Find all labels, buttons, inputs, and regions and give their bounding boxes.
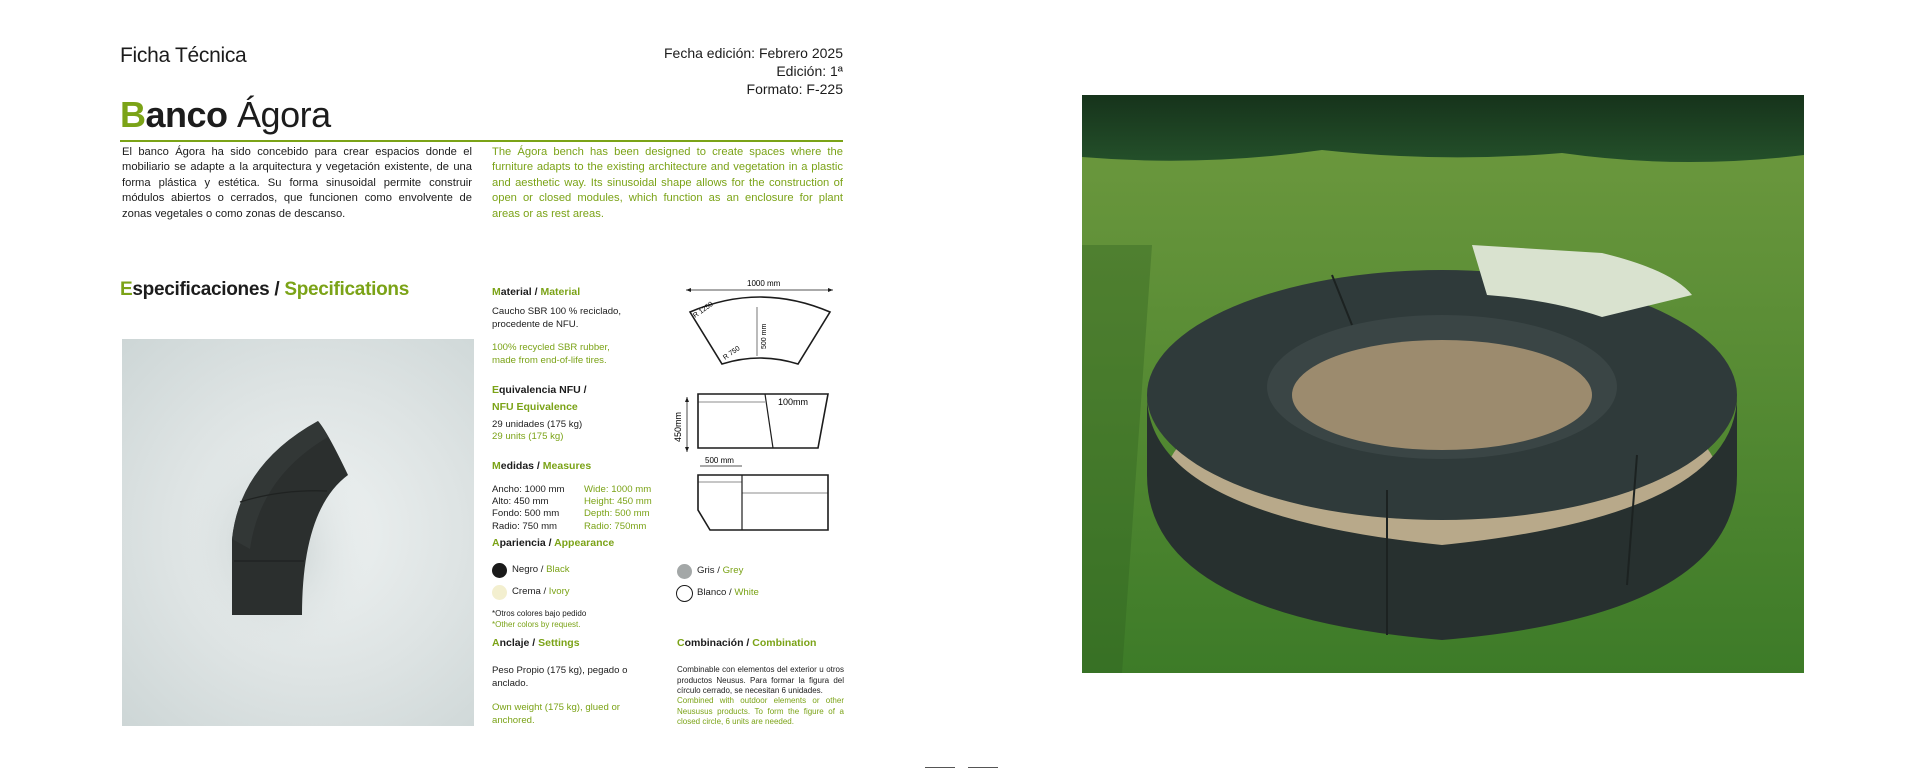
settings-es: Peso Propio (175 kg), pegado o anclado. [492,665,628,689]
colors-note-es: *Otros colores bajo pedido [492,609,587,618]
swatch-white [676,585,693,602]
specs-heading [120,279,409,301]
dim-r-inner: R 750 [722,345,742,362]
title-rule [120,140,843,142]
measure-radius-es: Radio: 750 mm [492,520,558,532]
combination-heading [677,637,816,649]
measure-radius-en: Radio: 750mm [584,520,647,532]
dim-top-thickness: 100mm [778,397,809,407]
material-heading-es: aterial / [500,286,541,298]
specs-first-letter: E [120,279,133,300]
combination-es: Combinable con elementos del exterior u otros productos Neusus. Para formar la figura del círculo cerrado, se necesitan 6 unidades. [677,665,844,695]
title-bold: anco [145,94,228,135]
measures-en [584,484,652,533]
material-en-line2: made from end-of-life tires. [492,354,607,366]
dim-depth: 500 mm [761,323,768,349]
color-ivory-label [512,586,570,599]
nfu-first-letter: E [492,384,500,396]
color-grey-en: Grey [722,565,744,576]
appearance-first-letter: A [492,537,500,549]
measures-heading-en: Measures [542,460,592,472]
combination-first-letter: C [677,637,685,649]
swatch-ivory [492,585,507,600]
edition-meta [664,44,843,98]
measure-width-en: Wide: 1000 mm [584,484,652,495]
bench-render-illustration [122,339,474,726]
colors-note [492,609,586,630]
nfu-heading-en: NFU Equivalence [492,401,578,413]
material-es [492,306,621,331]
swatch-black [492,563,507,578]
appearance-heading [492,537,614,549]
color-grey-label [697,565,743,578]
color-ivory-en: Ivory [548,586,570,597]
color-white-label [697,587,759,600]
installation-photo [1082,95,1804,673]
color-black-en: Black [546,564,570,575]
measure-height-es: Alto: 450 mm [492,496,549,508]
material-es-line1: Caucho SBR 100 % reciclado, [492,306,622,317]
dim-side-depth: 500 mm [705,456,734,465]
settings-heading-es: nclaje / [499,637,539,649]
specs-en: Specifications [284,279,409,300]
side-view-outline [698,475,828,530]
measure-height-en: Height: 450 mm [584,496,652,508]
measures-first-letter: M [492,460,501,472]
colors-note-en: *Other colors by request. [492,619,581,629]
nfu-en: 29 units (175 kg) [492,431,564,442]
combination-heading-en: Combination [752,637,817,649]
product-render [122,339,474,726]
color-grey-es: Gris / [697,565,723,576]
intro-en: The Ágora bench has been designed to create spaces where the furniture adapts to the existing architecture and vegetation in a plastic and aesthetic way. Its sinusoidal shape allows for the construction of open or closed modules, which function as an enclosure for plant areas or as rest areas. [492,146,843,220]
appearance-heading-en: Appearance [554,537,615,549]
color-white-en: White [734,587,759,598]
material-heading [492,286,580,298]
color-ivory-es: Crema / [512,586,549,597]
product-title [120,94,331,136]
measure-width-es: Ancho: 1000 mm [492,484,565,495]
dim-r-outer: R 1250 [692,300,715,320]
material-en-line1: 100% recycled SBR rubber, [492,342,610,353]
dim-height: 450mm [673,411,683,442]
settings-en: Own weight (175 kg), glued or anchored. [492,702,620,726]
appearance-heading-es: pariencia / [499,537,555,549]
combination-en: Combined with outdoor elements or other Neususus products. To form the figure of a closed circle, 6 units are needed. [677,696,844,726]
edition-number: Edición: 1ª [776,63,843,79]
settings-heading [492,637,580,649]
edition-date: Fecha edición: Febrero 2025 [664,45,843,61]
material-es-line2: procedente de NFU. [492,318,579,330]
material-first-letter: M [492,286,501,298]
document-type: Ficha Técnica [120,44,247,67]
combination-heading-es: ombinación / [684,637,753,649]
edition-format: Formato: F-225 [746,81,843,97]
measures-heading-es: edidas / [500,460,543,472]
color-black-es: Negro / [512,564,547,575]
nfu-heading-es: quivalencia NFU / [499,384,587,396]
measures-heading [492,460,591,472]
installation-photo-illustration [1082,95,1804,673]
swatch-grey [677,564,692,579]
title-light: Ágora [227,94,331,135]
color-black-label [512,564,570,577]
settings-heading-en: Settings [538,637,580,649]
technical-drawing [670,272,850,542]
color-white-es: Blanco / [697,587,735,598]
dim-top-width: 1000 mm [747,279,781,288]
intro-es: El banco Ágora ha sido concebido para crear espacios donde el mobiliario se adapte a la arquitectura y vegetación existente, de una forma plástica y estética. Su forma sinusoidal permite construir módulos abiertos o cerrados, que funcionen como envolvente de zonas vegetales o como zonas de descanso. [122,146,472,220]
nfu-heading [492,382,587,416]
nfu-es: 29 unidades (175 kg) [492,419,583,430]
material-heading-en: Material [540,286,581,298]
measure-depth-en: Depth: 500 mm [584,508,650,520]
specs-es: specificaciones / [132,279,285,300]
material-en [492,342,610,367]
settings-first-letter: A [492,637,500,649]
measure-depth-es: Fondo: 500 mm [492,508,560,520]
title-first-letter: B [120,94,146,135]
measures-es [492,484,565,533]
